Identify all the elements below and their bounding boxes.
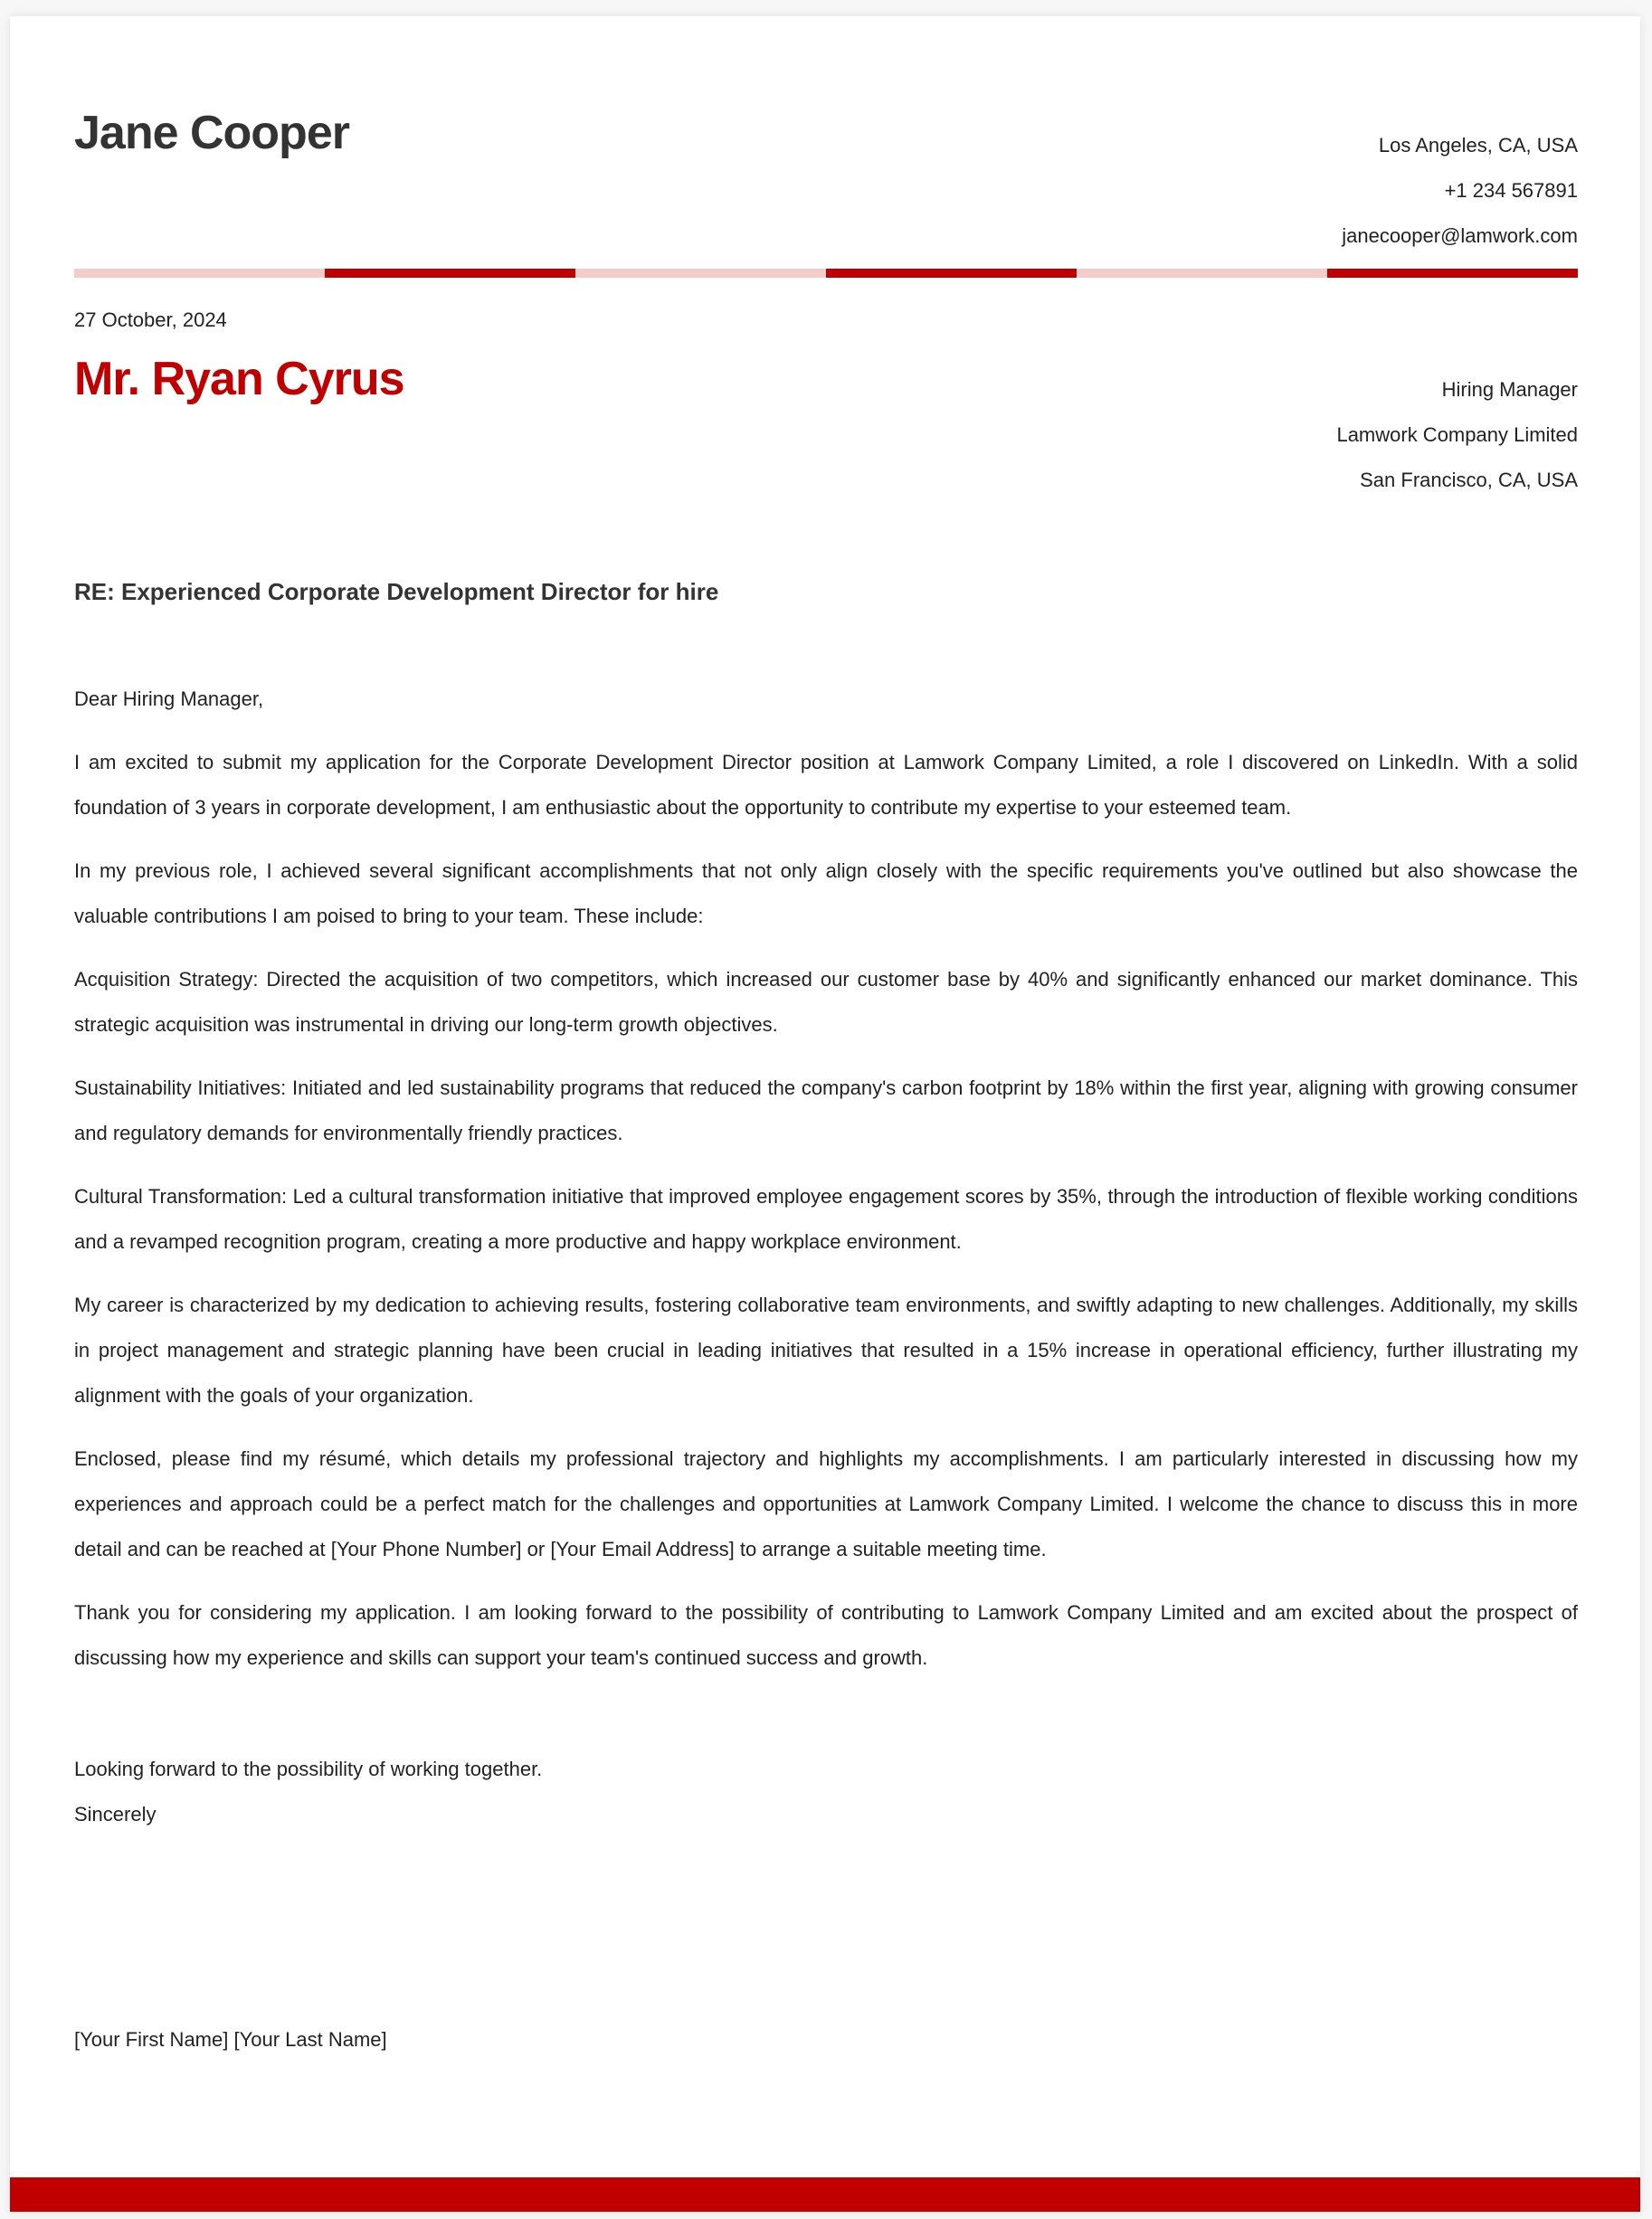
sender-location: Los Angeles, CA, USA bbox=[1378, 134, 1578, 156]
letter-date: 27 October, 2024 bbox=[74, 308, 227, 331]
divider-segment bbox=[1077, 269, 1327, 278]
divider-segment bbox=[826, 269, 1077, 278]
divider-segment bbox=[1327, 269, 1578, 278]
body-paragraph: In my previous role, I achieved several significant accomplishments that not only align closely with the specific requirements you've outlined but also showcase the valuable contributions I am poised to bring to your team. These include: bbox=[74, 859, 1578, 927]
sender-contact bbox=[1342, 123, 1578, 259]
header-divider bbox=[74, 269, 1578, 278]
recipient-name: Mr. Ryan Cyrus bbox=[74, 353, 404, 405]
recipient-location: San Francisco, CA, USA bbox=[1360, 469, 1578, 491]
recipient-title: Hiring Manager bbox=[1441, 378, 1578, 401]
letter-subject: RE: Experienced Corporate Development Director for hire bbox=[74, 578, 719, 605]
body-paragraph: I am excited to submit my application for the Corporate Development Director position at Lamwork Company Limited, a role I discovered on LinkedIn. With a solid foundation of 3 years in corporate development, I am enthusiastic about the opportunity to contribute my expertise to your esteemed team. bbox=[74, 751, 1578, 819]
sender-email: janecooper@lamwork.com bbox=[1342, 224, 1578, 247]
recipient-company: Lamwork Company Limited bbox=[1336, 423, 1578, 446]
closing-signoff: Sincerely bbox=[74, 1803, 157, 1825]
divider-segment bbox=[325, 269, 575, 278]
body-paragraph: Enclosed, please find my résumé, which details my professional trajectory and highlights my accomplishments. I am particularly interested in discussing how my experiences and approach could be a perfect match for the challenges and opportunities at Lamwork Company Limited. I welcome the chance to discuss this in more detail and can be reached at [Your Phone Number] or [Your Email Address] to arrange a suitable meeting time. bbox=[74, 1447, 1578, 1560]
body-paragraph: My career is characterized by my dedication to achieving results, fostering collaborative team environments, and swiftly adapting to new challenges. Additionally, my skills in project management and strategic planning have been crucial in leading initiatives that resulted in a 15% increase in operational efficiency, further illustrating my alignment with the goals of your organization. bbox=[74, 1294, 1578, 1407]
body-paragraph: Sustainability Initiatives: Initiated and led sustainability programs that reduced the company's carbon footprint by 18% within the first year, aligning with growing consumer and regulatory demands for environmentally friendly practices. bbox=[74, 1076, 1578, 1144]
closing-line: Looking forward to the possibility of working together. bbox=[74, 1758, 543, 1780]
greeting: Dear Hiring Manager, bbox=[74, 688, 264, 710]
divider-segment bbox=[575, 269, 826, 278]
signature-name: [Your First Name] [Your Last Name] bbox=[74, 2028, 387, 2051]
sender-phone: +1 234 567891 bbox=[1444, 179, 1578, 202]
body-paragraph: Cultural Transformation: Led a cultural transformation initiative that improved employee engagement scores by 35%, through the introduction of flexible working conditions and a revamped recognition program, creating a more productive and happy workplace environment. bbox=[74, 1185, 1578, 1253]
sender-name: Jane Cooper bbox=[74, 107, 349, 159]
letter-closing bbox=[74, 1747, 542, 1837]
divider-segment bbox=[74, 269, 325, 278]
body-paragraph: Acquisition Strategy: Directed the acquisition of two competitors, which increased our customer base by 40% and significantly enhanced our market dominance. This strategic acquisition was instrumental in driving our long-term growth objectives. bbox=[74, 968, 1578, 1036]
recipient-details bbox=[1336, 367, 1578, 503]
letter-body bbox=[74, 677, 1578, 1699]
body-paragraph: Thank you for considering my application. I am looking forward to the possibility of contributing to Lamwork Company Limited and am excited about the prospect of discussing how my experience and skills can support your team's continued success and growth. bbox=[74, 1601, 1578, 1669]
footer-bar bbox=[10, 2177, 1640, 2212]
letter-page bbox=[10, 16, 1640, 2212]
